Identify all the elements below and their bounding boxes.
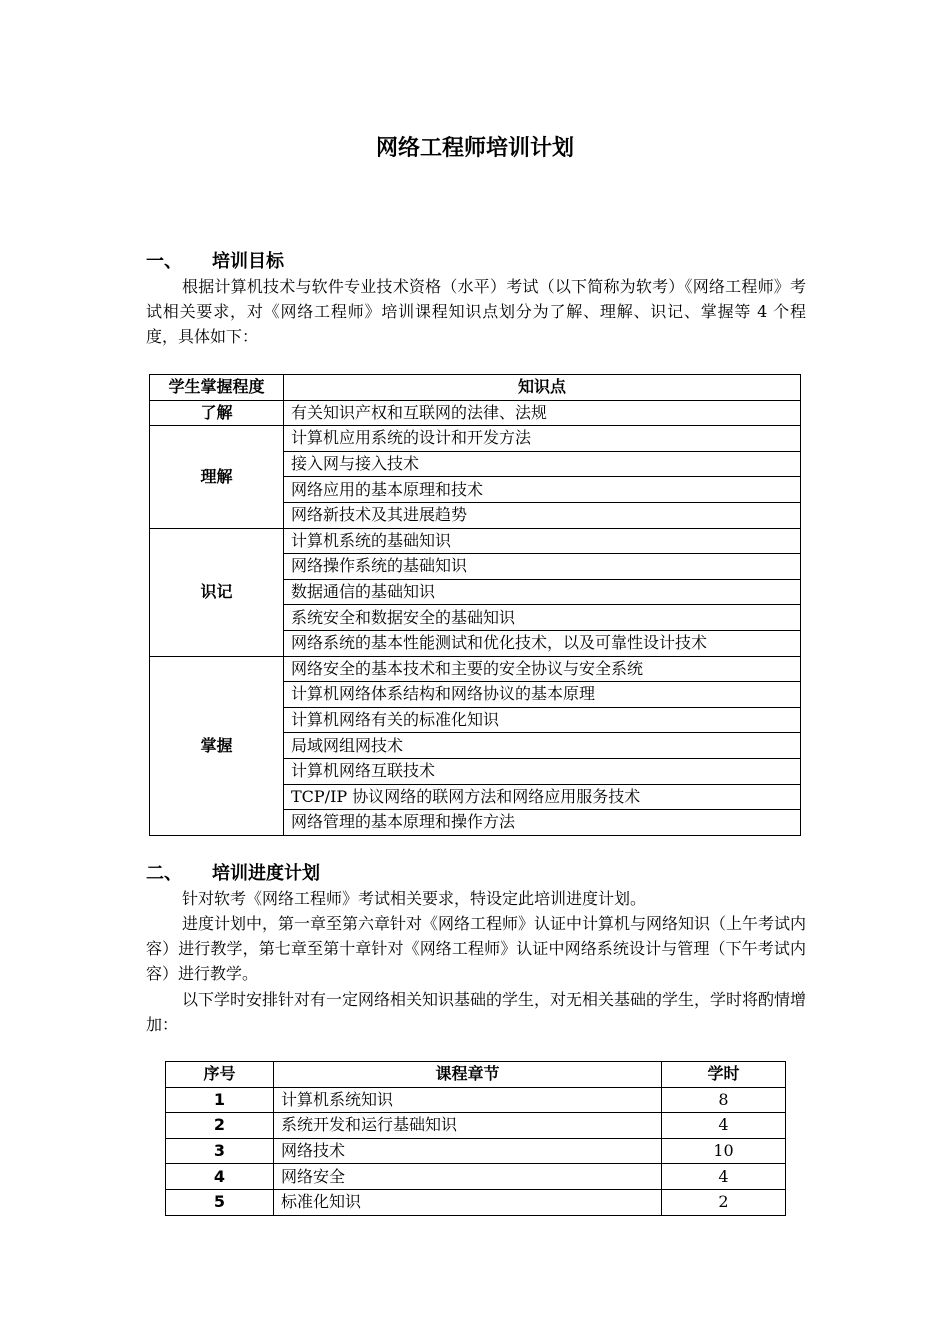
section-2-paragraph-2: 进度计划中，第一章至第六章针对《网络工程师》认证中计算机与网络知识（上午考试内容）进行教学，第七章至第十章针对《网络工程师》认证中网络系统设计与管理（下午考试内容）进行教学。 [146, 914, 807, 983]
knowledge-cell: 网络安全的基本技术和主要的安全协议与安全系统 [284, 656, 801, 682]
table-row [166, 1138, 786, 1164]
knowledge-cell: 计算机网络体系结构和网络协议的基本原理 [284, 682, 801, 708]
header-chapter: 课程章节 [274, 1062, 662, 1088]
header-level: 学生掌握程度 [150, 375, 284, 401]
knowledge-cell: 网络管理的基本原理和操作方法 [284, 810, 801, 836]
table-row [150, 426, 801, 452]
header-knowledge: 知识点 [284, 375, 801, 401]
table-row [150, 656, 801, 682]
page-title: 网络工程师培训计划 [375, 136, 574, 161]
knowledge-cell: 网络操作系统的基础知识 [284, 554, 801, 580]
table-row [150, 400, 801, 426]
knowledge-cell: TCP/IP 协议网络的联网方法和网络应用服务技术 [284, 784, 801, 810]
table-row [166, 1087, 786, 1113]
knowledge-cell: 计算机系统的基础知识 [284, 528, 801, 554]
section-1-title: 培训目标 [212, 251, 284, 272]
level-cell: 识记 [150, 528, 284, 656]
level-cell: 了解 [150, 400, 284, 426]
level-cell: 理解 [150, 426, 284, 528]
section-1-number: 一、 [146, 251, 182, 272]
chapter-cell: 网络安全 [274, 1164, 662, 1190]
section-2-number: 二、 [146, 863, 182, 884]
chapter-cell: 网络技术 [274, 1138, 662, 1164]
hours-cell: 10 [662, 1138, 786, 1164]
hours-cell: 2 [662, 1189, 786, 1215]
schedule-table-header-row [166, 1062, 786, 1088]
level-cell: 掌握 [150, 656, 284, 835]
knowledge-cell: 网络系统的基本性能测试和优化技术，以及可靠性设计技术 [284, 630, 801, 656]
section-2-heading [146, 862, 320, 886]
table-row [150, 528, 801, 554]
knowledge-cell: 有关知识产权和互联网的法律、法规 [284, 400, 801, 426]
knowledge-cell: 计算机网络互联技术 [284, 758, 801, 784]
schedule-table [165, 1061, 786, 1216]
section-2-title: 培训进度计划 [212, 863, 320, 884]
hours-cell: 4 [662, 1164, 786, 1190]
header-hours: 学时 [662, 1062, 786, 1088]
chapter-cell: 系统开发和运行基础知识 [274, 1113, 662, 1139]
table-row [166, 1164, 786, 1190]
knowledge-table [149, 374, 801, 836]
seq-cell: 3 [166, 1138, 274, 1164]
knowledge-table-header-row [150, 375, 801, 401]
seq-cell: 5 [166, 1189, 274, 1215]
section-1-paragraph: 根据计算机技术与软件专业技术资格（水平）考试（以下简称为软考）《网络工程师》考试相关要求，对《网络工程师》培训课程知识点划分为了解、理解、识记、掌握等 4 个程度，具体如下： [146, 277, 806, 346]
seq-cell: 2 [166, 1113, 274, 1139]
knowledge-cell: 计算机应用系统的设计和开发方法 [284, 426, 801, 452]
knowledge-cell: 网络新技术及其进展趋势 [284, 502, 801, 528]
knowledge-cell: 计算机网络有关的标准化知识 [284, 707, 801, 733]
section-2-paragraph-1: 针对软考《网络工程师》考试相关要求，特设定此培训进度计划。 [182, 889, 647, 908]
section-1-heading [146, 250, 284, 274]
knowledge-cell: 系统安全和数据安全的基础知识 [284, 605, 801, 631]
knowledge-cell: 数据通信的基础知识 [284, 579, 801, 605]
seq-cell: 4 [166, 1164, 274, 1190]
table-row [166, 1189, 786, 1215]
knowledge-cell: 网络应用的基本原理和技术 [284, 477, 801, 503]
chapter-cell: 计算机系统知识 [274, 1087, 662, 1113]
section-2-paragraph-3: 以下学时安排针对有一定网络相关知识基础的学生，对无相关基础的学生，学时将酌情增加： [146, 990, 807, 1034]
table-row [166, 1113, 786, 1139]
knowledge-cell: 局域网组网技术 [284, 733, 801, 759]
knowledge-cell: 接入网与接入技术 [284, 451, 801, 477]
hours-cell: 8 [662, 1087, 786, 1113]
hours-cell: 4 [662, 1113, 786, 1139]
chapter-cell: 标准化知识 [274, 1189, 662, 1215]
header-seq: 序号 [166, 1062, 274, 1088]
seq-cell: 1 [166, 1087, 274, 1113]
